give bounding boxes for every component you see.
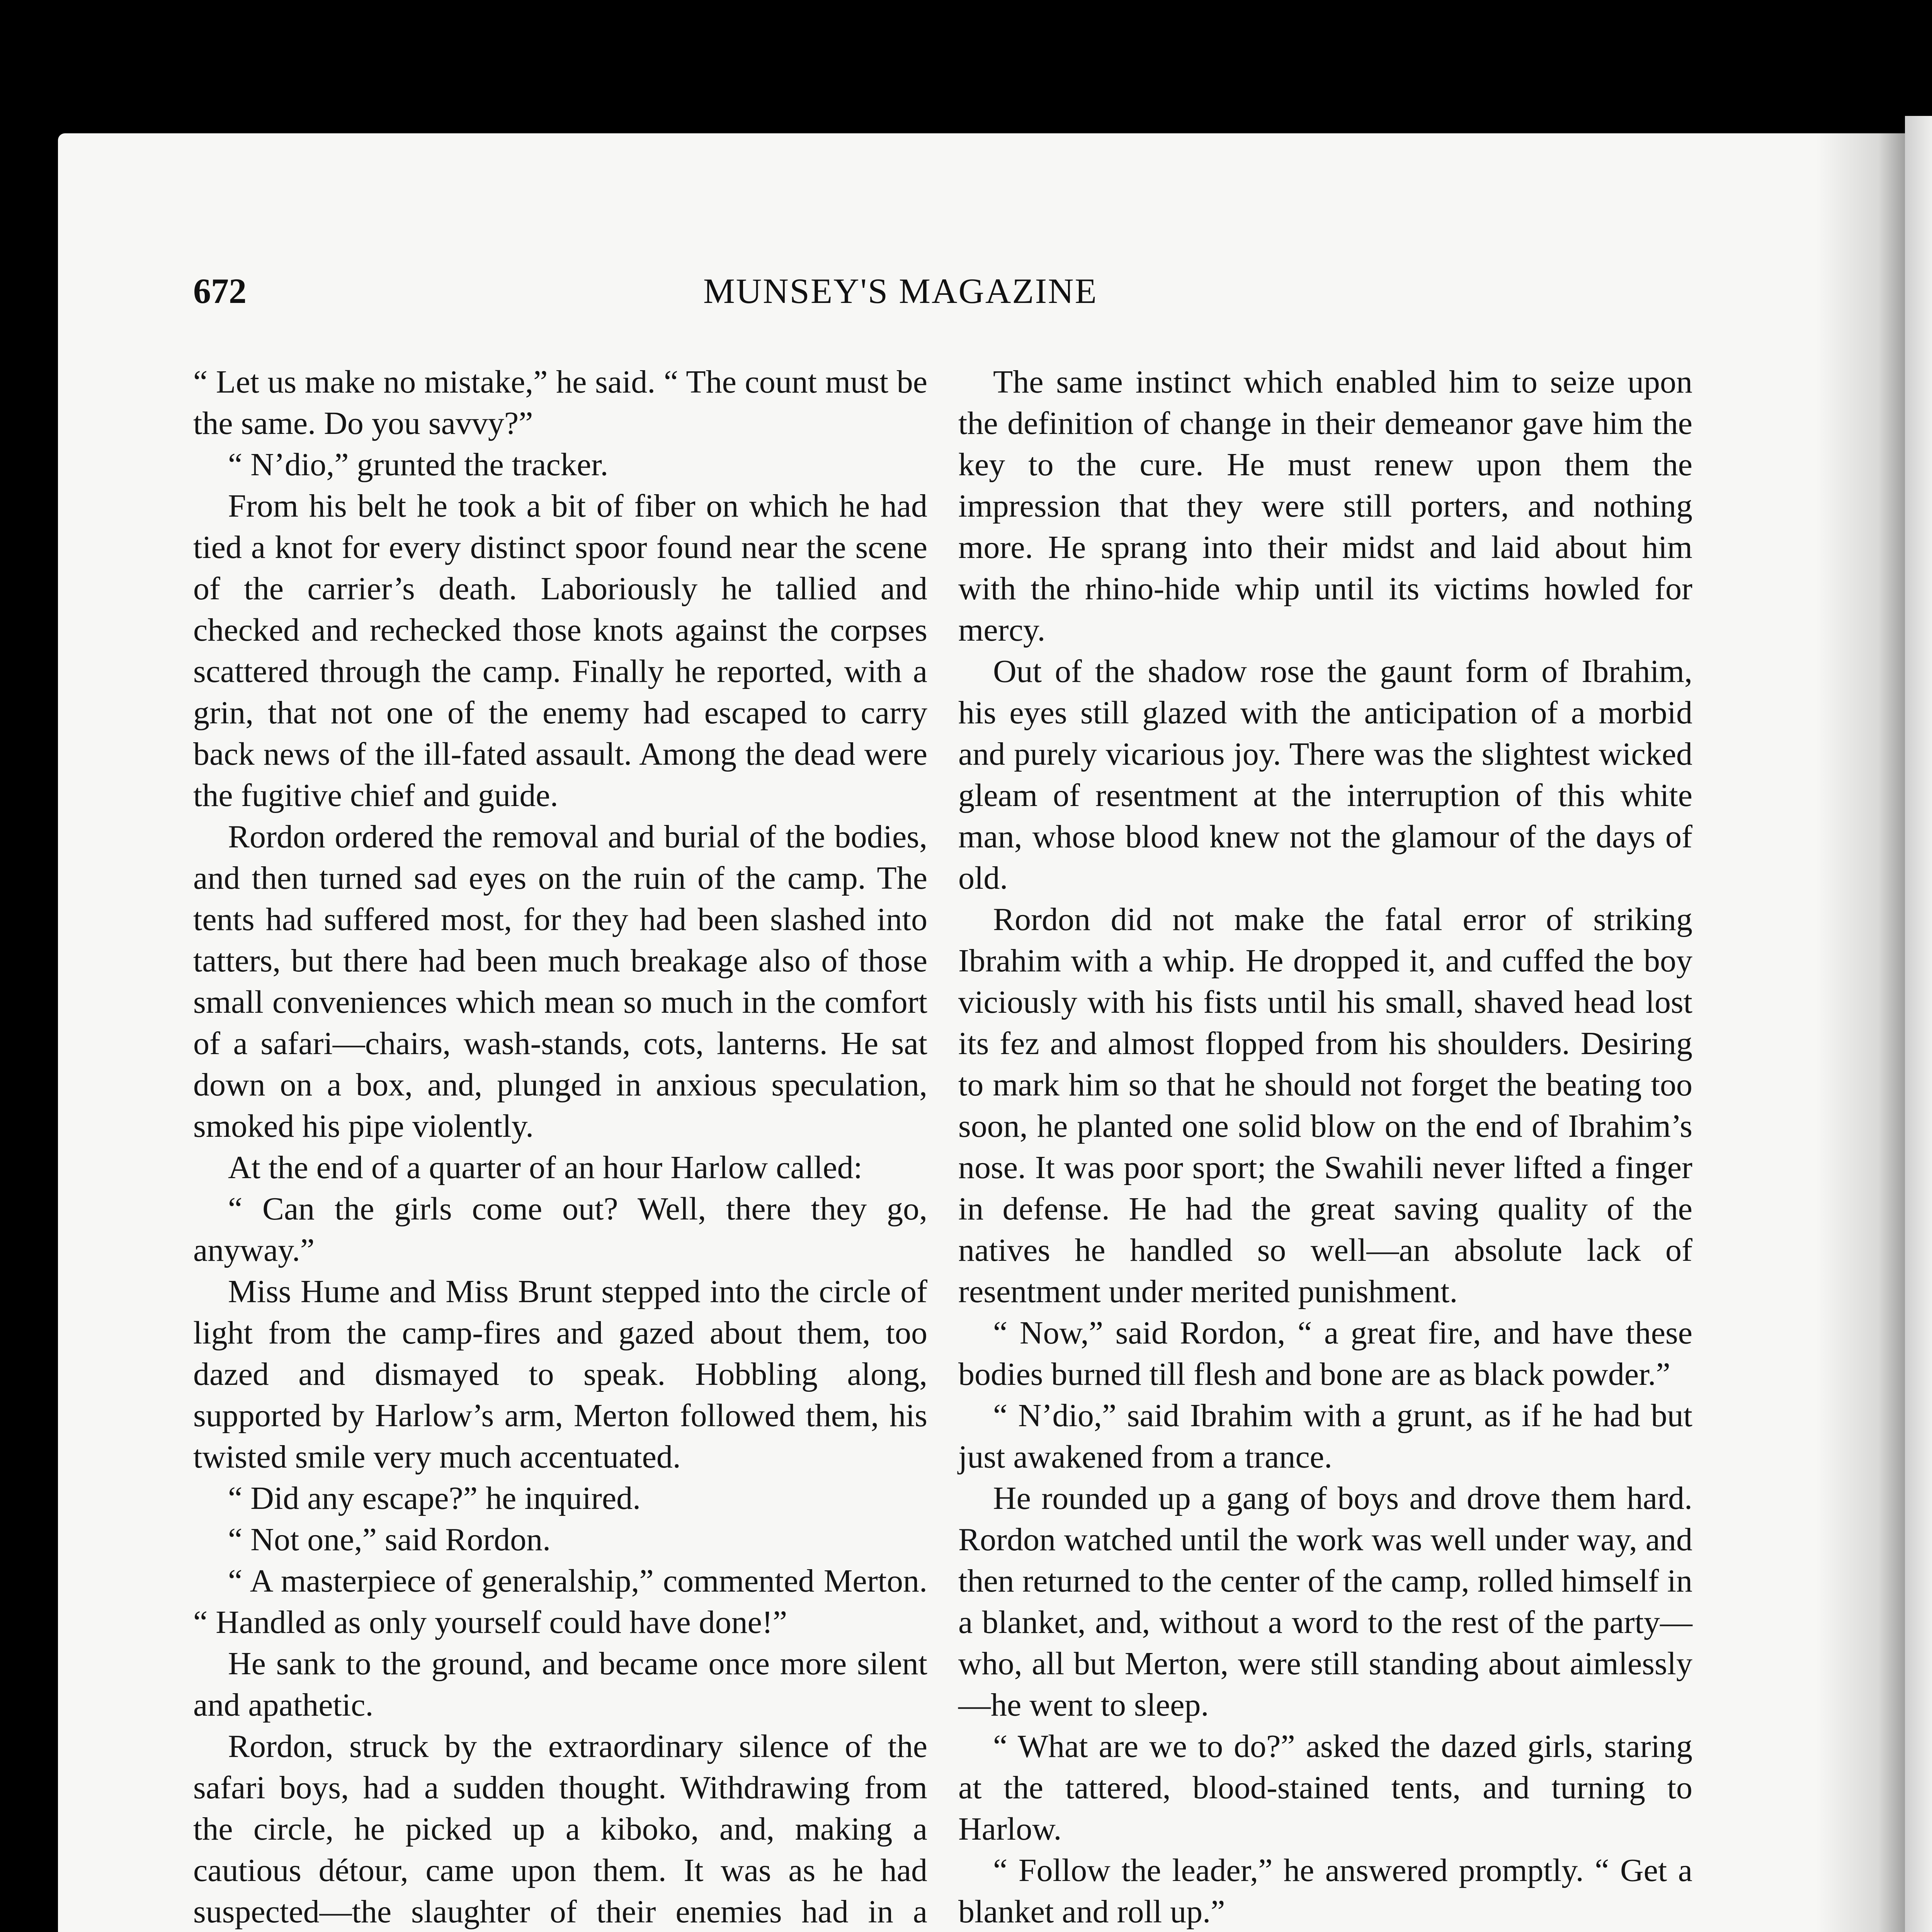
paragraph: At the end of a quarter of an hour Harlow called: bbox=[228, 1150, 863, 1185]
paragraph: Rordon, struck by the extraordinary silence of the safari boys, had a sudden thought. Withdrawing from the circle, he picked up a kiboko, and, making a cautious détour, came upon them. It was as he had suspected—the slaughter of their enemies had in a bbox=[193, 1728, 927, 1930]
paragraph: “ Can the girls come out? Well, there they go, anyway.” bbox=[193, 1191, 927, 1268]
paragraph: He sank to the ground, and became once more silent and apathetic. bbox=[193, 1646, 927, 1723]
paragraph: “ What are we to do?” asked the dazed girls, staring at the tattered, blood-stained tents, and turning to Harlow. bbox=[958, 1728, 1692, 1847]
paragraph: The same instinct which enabled him to seize upon the definition of change in their demeanor gave him the key to the cure. He must renew upon them the impression that they were still porters, and nothing more. He sprang into their midst and laid about him with the rhino-hide whip until its victims howled for mercy. bbox=[958, 364, 1692, 648]
paragraph: “ N’dio,” grunted the tracker. bbox=[228, 447, 609, 483]
paragraph: Out of the shadow rose the gaunt form of Ibrahim, his eyes still glazed with the anticipation of a morbid and purely vicarious joy. There was the slightest wicked gleam of resentment at the interruption of this white man, whose blood knew not the glamour of the days of old. bbox=[958, 653, 1692, 896]
right-column bbox=[958, 361, 1692, 1932]
paragraph: “ Not one,” said Rordon. bbox=[228, 1522, 551, 1558]
paragraph: “ A masterpiece of generalship,” commented Merton. “ Handled as only yourself could have done!” bbox=[193, 1563, 927, 1640]
left-column bbox=[193, 361, 927, 1932]
paragraph: Miss Hume and Miss Brunt stepped into the circle of light from the camp-fires and gazed about them, too dazed and dismayed to speak. Hobbling along, supported by Harlow’s arm, Merton followed them, his twisted smile very much accentuated. bbox=[193, 1274, 927, 1475]
page-number: 672 bbox=[193, 271, 247, 311]
paragraph: “ Follow the leader,” he answered promptly. “ Get a blanket and roll up.” bbox=[958, 1852, 1692, 1930]
paragraph: “ Did any escape?” he inquired. bbox=[228, 1480, 641, 1516]
paragraph: From his belt he took a bit of fiber on which he had tied a knot for every distinct spoor found near the scene of the carrier’s death. Laboriously he tallied and checked and rechecked those knots against the corpses scattered through the camp. Finally he reported, with a grin, that not one of the enemy had escaped to carry back news of the ill-fated assault. Among the dead were the fugitive chief and guide. bbox=[193, 488, 927, 813]
paragraph: Rordon ordered the removal and burial of the bodies, and then turned sad eyes on the ruin of the camp. The tents had suffered most, for they had been slashed into tatters, but there had been much breakage also of those small conveniences which mean so much in the comfort of a safari—chairs, wash-stands, cots, lanterns. He sat down on a box, and, plunged in anxious speculation, smoked his pipe violently. bbox=[193, 819, 927, 1144]
paragraph: “ N’dio,” said Ibrahim with a grunt, as if he had but just awakened from a trance. bbox=[958, 1398, 1692, 1475]
paragraph: “ Now,” said Rordon, “ a great fire, and have these bodies burned till flesh and bone are as black powder.” bbox=[958, 1315, 1692, 1392]
paragraph: He rounded up a gang of boys and drove them hard. Rordon watched until the work was well under way, and then returned to the center of the camp, rolled himself in a blanket, and, without a word to the rest of the party—who, all but Merton, were still standing about aimlessly—he went to sleep. bbox=[958, 1480, 1692, 1723]
magazine-title: MUNSEY'S MAGAZINE bbox=[703, 271, 1098, 311]
spine-shadow bbox=[1816, 133, 1905, 1932]
running-head bbox=[193, 270, 1700, 321]
paragraph: Rordon did not make the fatal error of striking Ibrahim with a whip. He dropped it, and cuffed the boy viciously with his fists until his small, shaved head lost its fez and almost flopped from his shoulders. Desiring to mark him so that he should not forget the beating too soon, he planted one solid blow on the end of Ibrahim’s nose. It was poor sport; the Swahili never lifted a finger in defense. He had the great saving quality of the natives he handled so well—an absolute lack of resentment under merited punishment. bbox=[958, 901, 1692, 1310]
facing-page-edge bbox=[1905, 116, 1932, 1932]
paragraph: “ Let us make no mistake,” he said. “ The count must be the same. Do you savvy?” bbox=[193, 364, 927, 441]
